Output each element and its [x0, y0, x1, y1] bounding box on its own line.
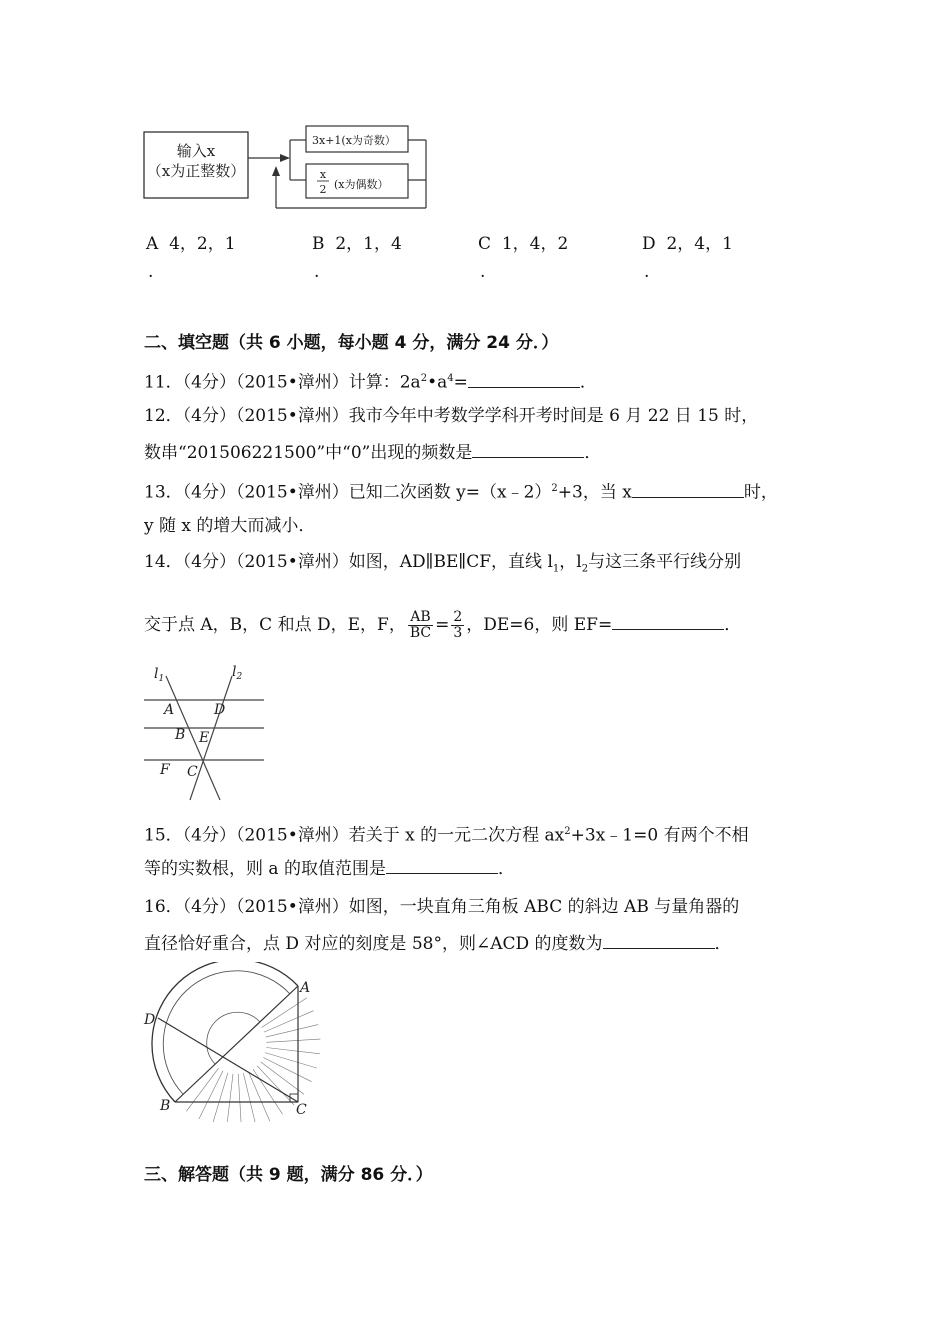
answer-blank-12[interactable]	[472, 441, 584, 458]
answer-blank-13[interactable]	[632, 481, 744, 498]
question-13-line-2: y 随 x 的增大而减小．	[144, 516, 316, 536]
label-d: D	[144, 1012, 156, 1028]
question-13-line-1: 13．（4分）（2015•漳州）已知二次函数 y=（x﹣2）$^2$+3，当 x 时，	[144, 482, 778, 503]
protractor-spoke	[253, 1069, 283, 1114]
answer-blank-15[interactable]	[386, 857, 498, 874]
protractor-spoke	[238, 1074, 241, 1122]
question-16-line-1: 16．（4分）（2015•漳州）如图，一块直角三角板 ABC 的斜边 AB 与量角器的	[144, 897, 740, 917]
question-14-line-2: 交于点 A，B，C 和点 D，E，F， $\frac{AB}{BC}$ = $\frac{2}{3}$ ，DE=6，则 EF= ．	[144, 609, 742, 641]
even-den: 2	[319, 183, 327, 196]
question-14-line-1: 14．（4分）（2015•漳州）如图，AD∥BE∥CF，直线 $l_1$，$l_2$与这三条平行线分别	[144, 552, 742, 575]
answer-blank-16[interactable]	[603, 932, 715, 949]
protractor-spoke	[262, 998, 307, 1028]
option-d-dot: .	[644, 262, 650, 282]
parallel-lines-figure	[144, 660, 274, 805]
option-d: D 2，4，1	[642, 234, 733, 254]
protractor-figure	[140, 962, 340, 1122]
option-a: A 4，2，1	[146, 234, 236, 254]
label-b: B	[175, 727, 186, 743]
odd-label: 3x+1(x为奇数）	[312, 134, 396, 147]
label-a: A	[164, 702, 175, 718]
label-c: C	[296, 1102, 307, 1118]
protractor-spoke	[212, 1073, 228, 1122]
answer-blank-11[interactable]	[468, 371, 580, 388]
question-12-line-1: 12．（4分）（2015•漳州）我市今年中考数学学科开考时间是 6 月 22 日 15 时，	[144, 406, 759, 426]
question-12-line-2: 数串“201506221500”中“0”出现的频数是 ．	[144, 443, 602, 463]
svg-text:l1: $l_1$	[154, 666, 165, 684]
option-a-dot: .	[148, 262, 154, 282]
question-15-line-2: 等的实数根，则 a 的取值范围是 ．	[144, 859, 515, 879]
svg-text:l2: $l_2$	[232, 664, 243, 682]
question-16-line-2: 直径恰好重合，点 D 对应的刻度是 58°，则∠ACD 的度数为 ．	[144, 934, 732, 954]
option-c-dot: .	[480, 262, 486, 282]
flowchart-figure	[140, 118, 440, 214]
answer-blank-14[interactable]	[612, 613, 724, 630]
label-a: A	[300, 980, 311, 996]
protractor-spoke	[266, 1025, 319, 1038]
input-label-1: 输入x	[176, 142, 216, 160]
protractor-spoke	[227, 1074, 233, 1122]
option-b: B 2，1，4	[312, 234, 402, 254]
protractor-spoke	[266, 1048, 320, 1054]
even-label: (x为偶数）	[334, 178, 389, 191]
fraction-ab-bc: $\frac{AB}{BC}$	[409, 609, 432, 641]
label-e: E	[199, 730, 210, 746]
label-f: F	[160, 762, 170, 778]
label-d: D	[214, 702, 226, 718]
protractor-spoke	[243, 1073, 256, 1122]
protractor-spoke	[265, 1053, 317, 1069]
even-num: x	[319, 168, 327, 181]
input-label-2: （x为正整数）	[146, 162, 246, 180]
label-b: B	[160, 1098, 171, 1114]
section-3-title: 三、解答题（共 9 题，满分 86 分．）	[144, 1165, 433, 1185]
question-15-line-1: 15．（4分）（2015•漳州）若关于 x 的一元二次方程 $ax^2+3x﹣1=0$ 有两个不相	[144, 825, 749, 846]
fraction-2-3: $\frac{2}{3}$	[453, 609, 463, 641]
label-c: C	[187, 764, 198, 780]
question-11: 11．（4分）（2015•漳州）计算：$2a^2•a^4=$ ．	[144, 372, 597, 393]
option-b-dot: .	[314, 262, 320, 282]
section-2-title: 二、填空题（共 6 小题，每小题 4 分，满分 24 分．）	[144, 333, 559, 353]
protractor-spoke	[257, 1066, 294, 1105]
option-c: C 1，4，2	[478, 234, 569, 254]
protractor-spoke	[266, 1039, 320, 1042]
